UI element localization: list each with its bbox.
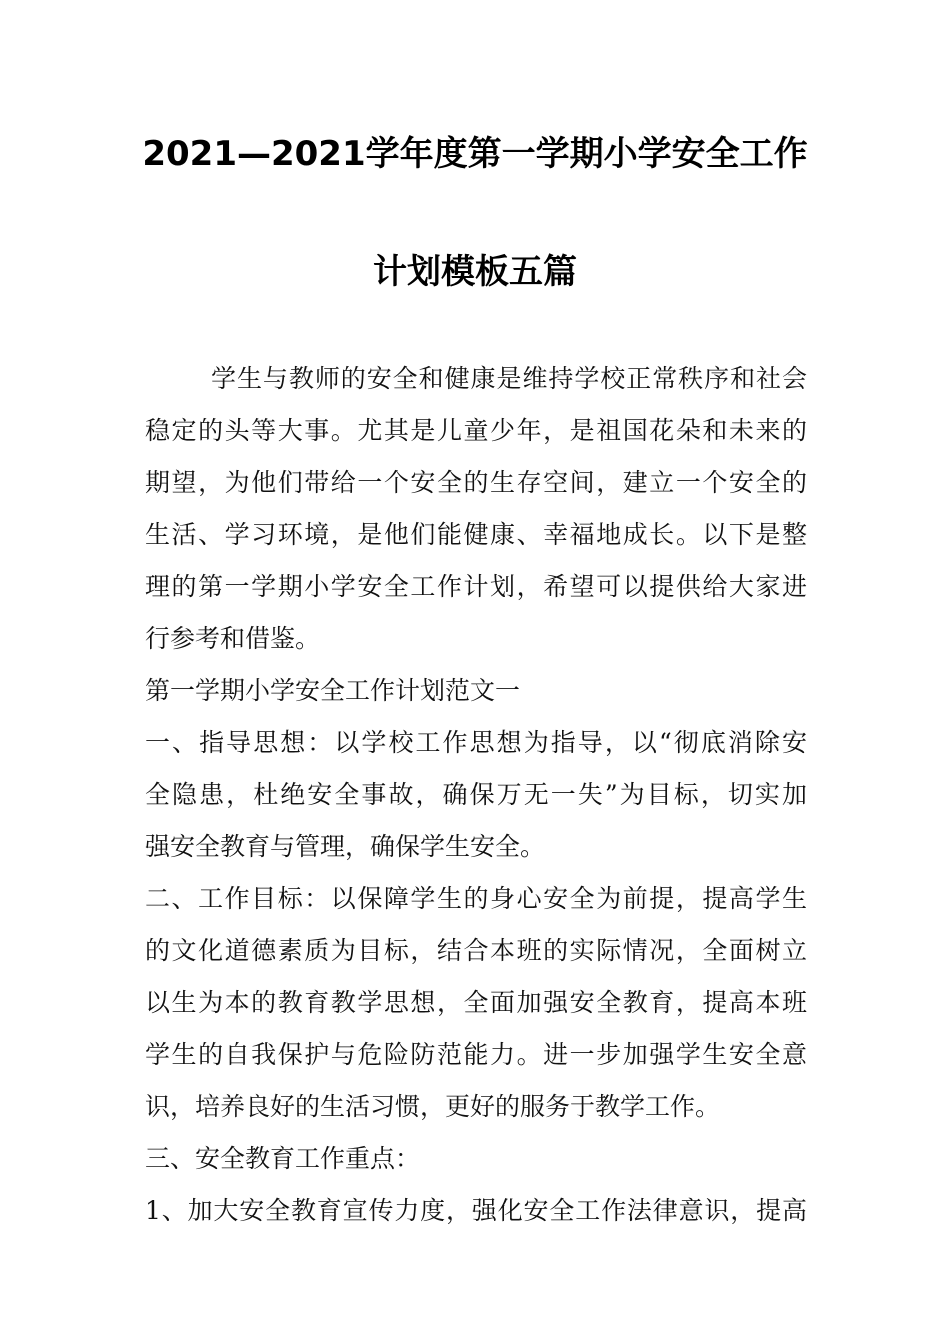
body-line: 强安全教育与管理，确保学生安全。 xyxy=(145,832,546,861)
body-line: 理的第一学期小学安全工作计划，希望可以提供给大家进 xyxy=(145,572,807,601)
body-line: 学生与教师的安全和健康是维持学校正常秩序和社会 xyxy=(211,364,807,393)
body-line: 识，培养良好的生活习惯，更好的服务于教学工作。 xyxy=(145,1092,721,1121)
body-line: 全隐患，杜绝安全事故，确保万无一失”为目标，切实加 xyxy=(145,780,807,809)
body-line: 以生为本的教育教学思想，全面加强安全教育，提高本班 xyxy=(145,988,807,1017)
body-line: 行参考和借鉴。 xyxy=(145,624,321,653)
body-line: 二、工作目标：以保障学生的身心安全为前提，提高学生 xyxy=(145,884,807,913)
body-line: 一、指导思想：以学校工作思想为指导，以“彻底消除安 xyxy=(145,728,807,757)
section-heading: 第一学期小学安全工作计划范文一 xyxy=(145,676,521,705)
body-line: 的文化道德素质为目标，结合本班的实际情况，全面树立 xyxy=(145,936,807,965)
body-line: 期望，为他们带给一个安全的生存空间，建立一个安全的 xyxy=(145,468,807,497)
document-body xyxy=(145,353,807,1237)
body-line: 生活、学习环境，是他们能健康、幸福地成长。以下是整 xyxy=(145,520,807,549)
body-line: 学生的自我保护与危险防范能力。进一步加强学生安全意 xyxy=(145,1040,807,1069)
document-title-line-2: 计划模板五篇 xyxy=(373,252,577,292)
document-title-line-1: 2021—2021学年度第一学期小学安全工作 xyxy=(142,134,808,174)
body-line: 三、安全教育工作重点： xyxy=(145,1144,421,1173)
body-line: 稳定的头等大事。尤其是儿童少年，是祖国花朵和未来的 xyxy=(145,416,807,445)
body-line: 1、加大安全教育宣传力度，强化安全工作法律意识，提高 xyxy=(145,1196,807,1225)
